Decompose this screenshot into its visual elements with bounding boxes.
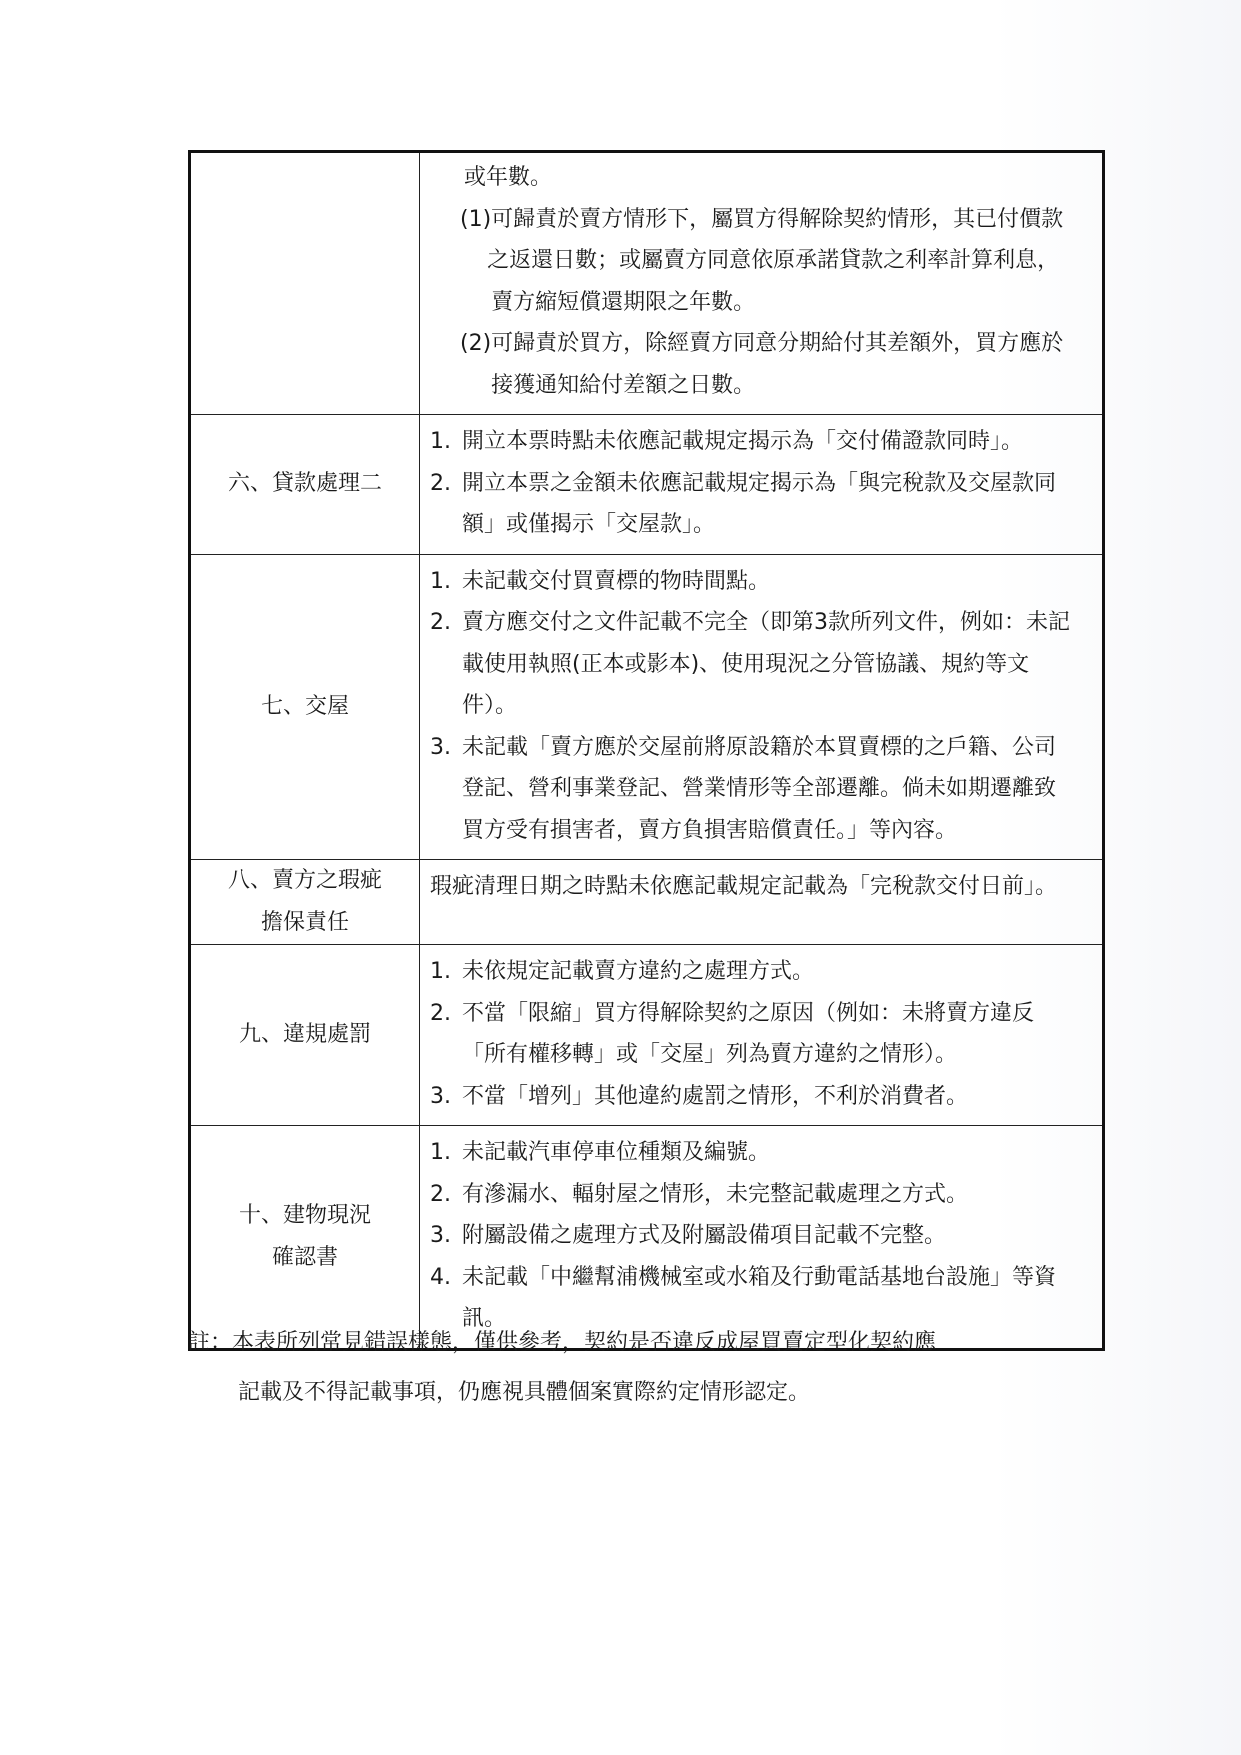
- item-number: 4.: [430, 1264, 451, 1290]
- footnote: [188, 1318, 936, 1418]
- sub-item-line: 可歸責於賣方情形下，屬買方得解除契約情形，其已付價款: [491, 206, 1064, 232]
- item-line: 賣方應交付之文件記載不完全（即第3款所列文件，例如：未記: [462, 610, 1070, 635]
- lead-text: 或年數。: [464, 165, 553, 190]
- list-item: [430, 993, 1092, 1076]
- item-line: 附屬設備之處理方式及附屬設備項目記載不完整。: [462, 1223, 947, 1248]
- row-label: 七、交屋: [190, 554, 420, 860]
- sub-item-number: (1): [460, 206, 492, 232]
- item-line: 未記載交付買賣標的物時間點。: [462, 568, 771, 594]
- list-item: [430, 951, 1092, 993]
- item-number: 2.: [430, 470, 451, 496]
- item-number: 2.: [430, 1000, 451, 1026]
- row-label-empty: [190, 152, 420, 415]
- item-number: 1.: [430, 1140, 451, 1165]
- row-content: [420, 152, 1104, 415]
- table-row: [190, 860, 1104, 945]
- footnote-line: 記載及不得記載事項，仍應視具體個案實際約定情形認定。: [238, 1380, 811, 1405]
- row-label-line: 擔保責任: [260, 910, 349, 935]
- sub-item: [430, 323, 1092, 406]
- item-number: 1.: [430, 429, 451, 454]
- list-item: [430, 1076, 1092, 1118]
- item-number: 2.: [430, 610, 451, 635]
- item-line: 有滲漏水、輻射屋之情形，未完整記載處理之方式。: [462, 1181, 969, 1207]
- row-label-line: 八、賣方之瑕疵: [227, 868, 382, 893]
- item-line: 登記、營利事業登記、營業情形等全部遷離。倘未如期遷離致: [462, 776, 1057, 801]
- item-line: 「所有權移轉」或「交屋」列為賣方違約之情形）。: [462, 1042, 958, 1067]
- table-row: [190, 1126, 1104, 1350]
- list-item: [430, 602, 1092, 727]
- item-line: 未依規定記載賣方違約之處理方式。: [462, 959, 815, 984]
- plain-text: 瑕疵清理日期之時點未依應記載規定記載為「完稅款交付日前」。: [430, 874, 1058, 899]
- item-line: 未記載汽車停車位種類及編號。: [462, 1140, 771, 1165]
- sub-item-line: 之返還日數；或屬賣方同意依原承諾貸款之利率計算利息，: [487, 248, 1060, 273]
- item-number: 3.: [430, 1083, 451, 1109]
- row-content: [420, 554, 1104, 860]
- list-item: [430, 421, 1092, 463]
- row-label: 六、貸款處理二: [190, 415, 420, 555]
- item-line: 未記載「賣方應於交屋前將原設籍於本買賣標的之戶籍、公司: [462, 734, 1057, 760]
- item-line: 不當「限縮」買方得解除契約之原因（例如：未將賣方違反: [462, 1000, 1035, 1026]
- item-line: 開立本票之金額未依應記載規定揭示為「與完稅款及交屋款同: [462, 470, 1057, 496]
- item-number: 3.: [430, 1223, 451, 1248]
- item-line: 不當「增列」其他違約處罰之情形，不利於消費者。: [462, 1083, 969, 1109]
- row-label: [190, 860, 420, 945]
- item-line: 額」或僅揭示「交屋款」。: [462, 512, 716, 537]
- list-item: [430, 1215, 1092, 1257]
- sub-item-line: 賣方縮短償還期限之年數。: [491, 289, 756, 315]
- row-label: [190, 1126, 420, 1350]
- item-line: 開立本票時點未依應記載規定揭示為「交付備證款同時」。: [462, 429, 1024, 454]
- item-number: 1.: [430, 568, 451, 594]
- list-item: [430, 463, 1092, 546]
- table-row: [190, 152, 1104, 415]
- sub-item: [430, 199, 1092, 324]
- row-content: [420, 1126, 1104, 1350]
- item-line: 買方受有損害者，賣方負損害賠償責任。」等內容。: [462, 817, 958, 843]
- row-content: [420, 945, 1104, 1126]
- list-item: [430, 1174, 1092, 1216]
- sub-item-number: (2): [460, 331, 492, 356]
- list-item: [430, 1132, 1092, 1174]
- footnote-line: 註：本表所列常見錯誤樣態，僅供參考，契約是否違反成屋買賣定型化契約應: [188, 1330, 937, 1355]
- list-item: [430, 561, 1092, 603]
- item-number: 2.: [430, 1181, 451, 1207]
- list-item: [430, 727, 1092, 852]
- sub-item-line: 接獲通知給付差額之日數。: [491, 372, 756, 398]
- item-line: 件）。: [462, 693, 518, 718]
- row-content: [420, 860, 1104, 945]
- row-label-line: 確認書: [271, 1244, 338, 1270]
- item-line: 載使用執照(正本或影本)、使用現況之分管協議、規約等文: [462, 651, 1030, 677]
- table-row: [190, 554, 1104, 860]
- row-content: [420, 415, 1104, 555]
- row-label-line: 十、建物現況: [238, 1202, 371, 1228]
- table-row: [190, 415, 1104, 555]
- error-patterns-table: [188, 150, 1105, 1351]
- item-line: 訊。: [462, 1306, 507, 1331]
- item-number: 3.: [430, 734, 451, 760]
- row-label: 九、違規處罰: [190, 945, 420, 1126]
- item-line: 未記載「中繼幫浦機械室或水箱及行動電話基地台設施」等資: [462, 1264, 1057, 1290]
- sub-item-line: 可歸責於買方，除經賣方同意分期給付其差額外，買方應於: [491, 331, 1064, 356]
- item-number: 1.: [430, 959, 451, 984]
- table-row: [190, 945, 1104, 1126]
